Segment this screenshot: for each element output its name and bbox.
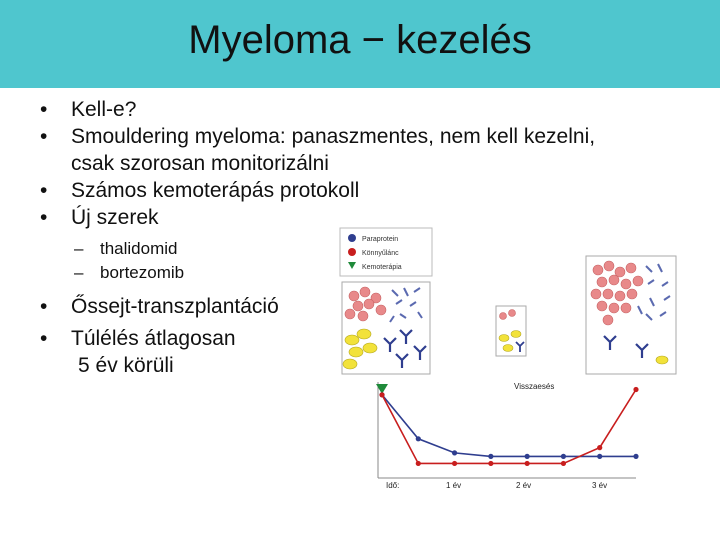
bullet-item xyxy=(40,177,720,204)
series-line-light-chain xyxy=(382,390,636,464)
bullet-continuation: 5 év körüli xyxy=(78,354,174,377)
bullet-dot: • xyxy=(40,327,48,350)
bullet-dot: • xyxy=(40,179,48,202)
data-point xyxy=(488,461,493,466)
x-tick-label: 3 év xyxy=(592,481,608,490)
bullet-text: Smouldering myeloma: panaszmentes, nem kell kezelni, xyxy=(71,125,596,148)
chart-layer xyxy=(379,387,638,466)
data-point xyxy=(561,454,566,459)
bullet-dot: • xyxy=(40,206,48,229)
sub-bullet-text: thalidomid xyxy=(100,239,178,258)
paraprotein-legend-icon xyxy=(348,234,356,242)
figure-svg xyxy=(336,226,681,498)
sub-bullet-dash: – xyxy=(74,239,84,258)
legend-label-paraprotein: Paraprotein xyxy=(362,236,399,243)
sub-bullet-dash: – xyxy=(74,263,84,282)
bullet-text: Őssejt-transzplantáció xyxy=(71,295,279,318)
legend-label-light-chain: Könnyűlánc xyxy=(362,250,399,257)
bullet-continuation: csak szorosan monitorizálni xyxy=(71,152,329,175)
data-point xyxy=(379,392,384,397)
cell-panel-relapse xyxy=(586,256,676,374)
data-point xyxy=(525,454,530,459)
bullet-text: Új szerek xyxy=(71,206,159,229)
slide-title: Myeloma − kezelés xyxy=(188,18,532,62)
treatment-course-figure xyxy=(336,226,681,498)
cell-panel-remission xyxy=(496,306,526,356)
bullet-item xyxy=(40,96,720,123)
data-point xyxy=(488,454,493,459)
data-point xyxy=(561,461,566,466)
bullet-dot: • xyxy=(40,295,48,318)
bullet-text: Túlélés átlagosan xyxy=(71,327,236,350)
bullet-dot: • xyxy=(40,98,48,121)
cell-panel-diagnosis xyxy=(342,282,430,374)
bullet-text: Kell-e? xyxy=(71,98,137,121)
data-point xyxy=(597,445,602,450)
x-tick-label: 2 év xyxy=(516,481,532,490)
bullet-item xyxy=(40,123,720,150)
data-point xyxy=(597,454,602,459)
legend-label-chemo: Kemoterápia xyxy=(362,264,402,271)
data-point xyxy=(633,454,638,459)
data-point xyxy=(416,461,421,466)
relapse-annotation: Visszaesés xyxy=(514,382,555,391)
data-point xyxy=(633,387,638,392)
bullet-dot: • xyxy=(40,125,48,148)
data-point xyxy=(416,436,421,441)
data-point xyxy=(452,450,457,455)
sub-bullet-text: bortezomib xyxy=(100,263,185,282)
x-axis-label: Idő: xyxy=(386,481,400,490)
bullet-text: Számos kemoterápás protokoll xyxy=(71,179,360,202)
light-chain-legend-icon xyxy=(348,248,356,256)
data-point xyxy=(452,461,457,466)
x-tick-label: 1 év xyxy=(446,481,462,490)
data-point xyxy=(525,461,530,466)
